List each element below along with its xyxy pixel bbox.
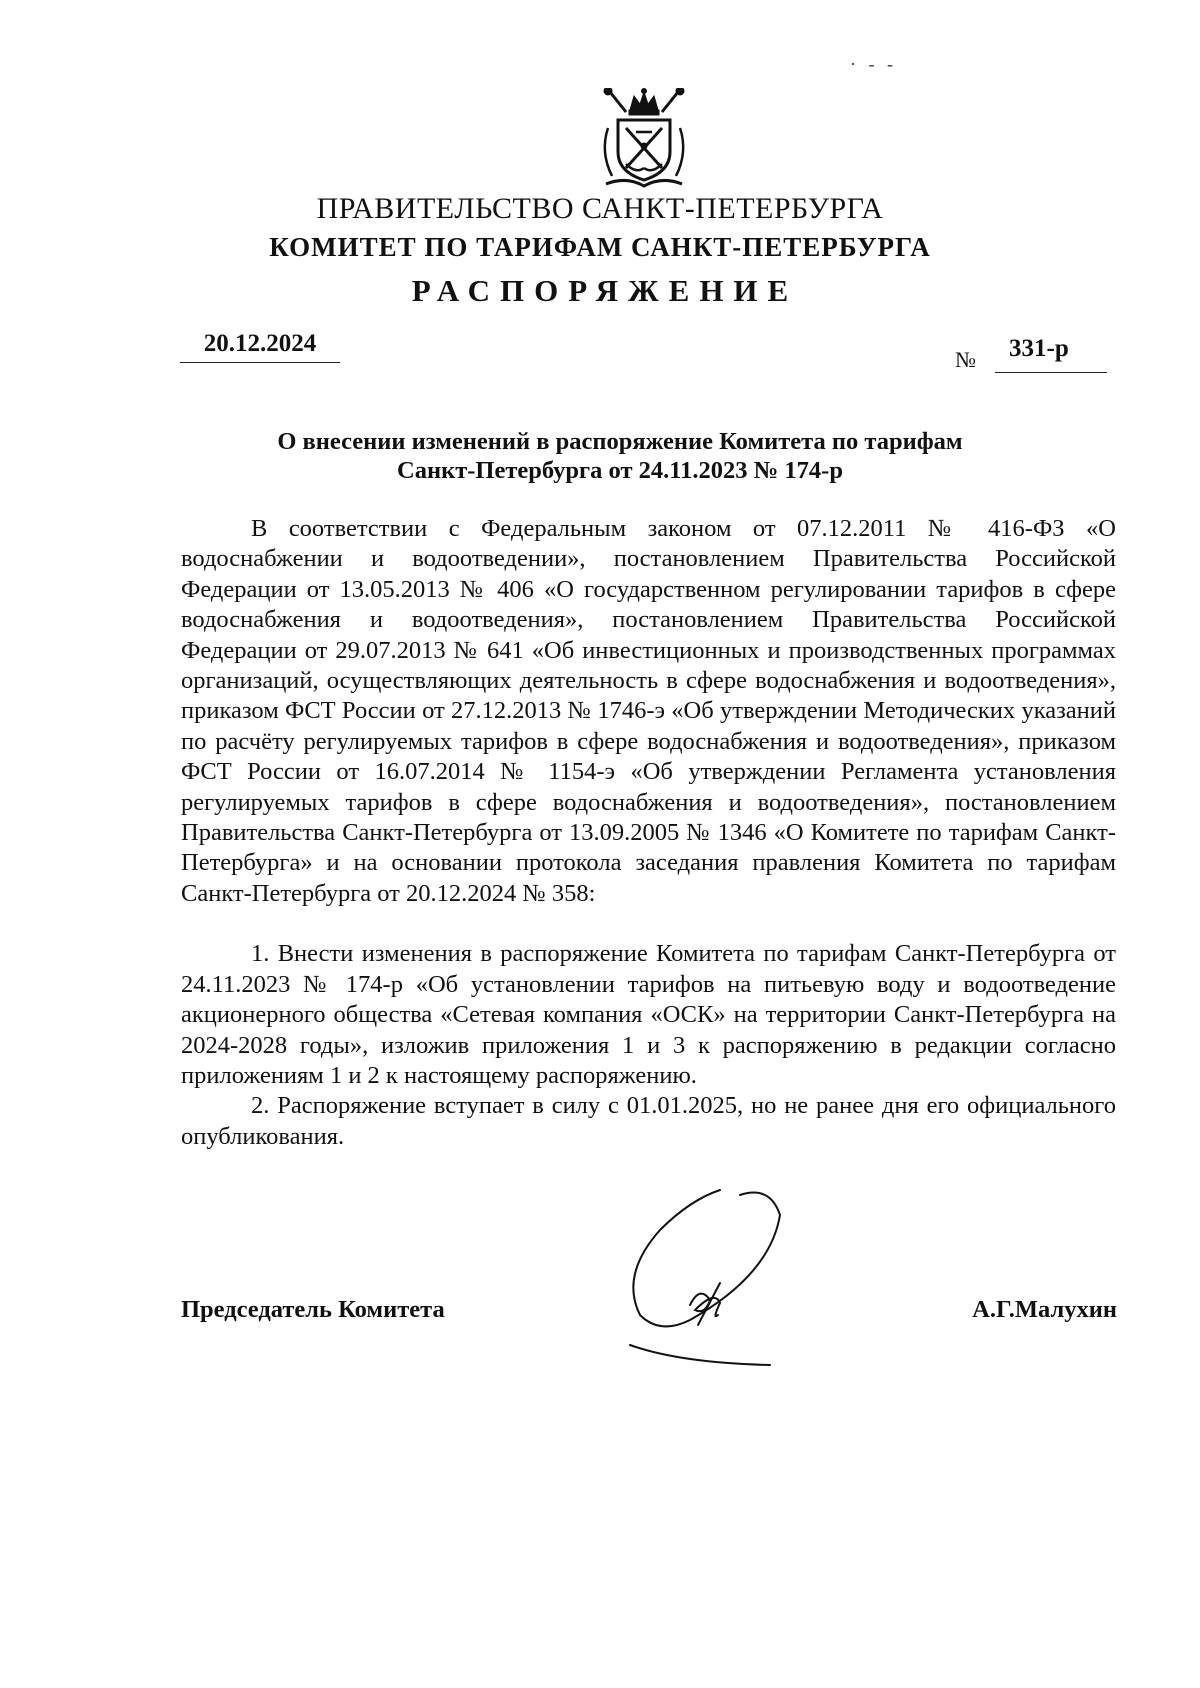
document-date-value: 20.12.2024 (203, 330, 317, 357)
item-1-paragraph: 1. Внести изменения в распоряжение Комитета по тарифам Санкт-Петербурга от 24.11.2023 № 174-р «Об установлении тарифов на питьевую воду и водоотведение акционерного общества «Сетевая компания «ОСК» на территории Санкт-Петербурга на 2024-2028 годы», изложив приложения 1 и 3 к распоряжению в редакции согласно приложениям 1 и 2 к настоящему распоряжению. (181, 940, 1116, 1089)
number-sign: № (955, 347, 976, 372)
committee-heading: КОМИТЕТ ПО ТАРИФАМ САНКТ-ПЕТЕРБУРГА (269, 232, 931, 262)
st-petersburg-coat-of-arms-icon (596, 88, 692, 192)
government-heading: ПРАВИТЕЛЬСТВО САНКТ-ПЕТЕРБУРГА (316, 192, 884, 225)
scan-specks: · ‐ ‐ (850, 54, 897, 74)
document-number (955, 335, 1115, 375)
item-2-paragraph: 2. Распоряжение вступает в силу с 01.01.2025, но не ранее дня его официального опубликования. (181, 1092, 1116, 1150)
document-subject (200, 427, 1040, 485)
subject-line-1: О внесении изменений в распоряжение Комитета по тарифам (277, 428, 963, 455)
handwritten-signature (620, 1175, 790, 1375)
signer-title: Председатель Комитета (181, 1296, 445, 1323)
subject-line-2: Санкт-Петербурга от 24.11.2023 № 174-р (397, 457, 843, 484)
preamble-paragraph: В соответствии с Федеральным законом от 07.12.2011 № 416-ФЗ «О водоснабжении и водоотведении», постановлением Правительства Российской Федерации от 13.05.2013 № 406 «О государственном регулировании тарифов в сфере водоснабжения и водоотведения», постановлением Правительства Российской Федерации от 29.07.2013 № 641 «Об инвестиционных и производственных программах организаций, осуществляющих деятельность в сфере водоснабжения и водоотведения», приказом ФСТ России от 27.12.2013 № 1746-э «Об утверждении Методических указаний по расчёту регулируемых тарифов в сфере водоснабжения и водоотведения», приказом ФСТ России от 16.07.2014 № 1154-э «Об утверждении Регламента установления регулируемых тарифов в сфере водоснабжения и водоотведения», постановлением Правительства Санкт-Петербурга от 13.09.2005 № 1346 «О Комитете по тарифам Санкт-Петербурга» и на основании протокола заседания правления Комитета по тарифам Санкт-Петербурга от 20.12.2024 № 358: (181, 515, 1116, 907)
signer-name: А.Г.Малухин (972, 1296, 1117, 1323)
number-underline (995, 372, 1107, 373)
document-type-heading: РАСПОРЯЖЕНИЕ (411, 273, 799, 308)
document-number-value: 331-р (1009, 335, 1069, 362)
date-underline (180, 362, 340, 363)
document-body (181, 514, 1116, 1152)
document-date (180, 330, 340, 363)
